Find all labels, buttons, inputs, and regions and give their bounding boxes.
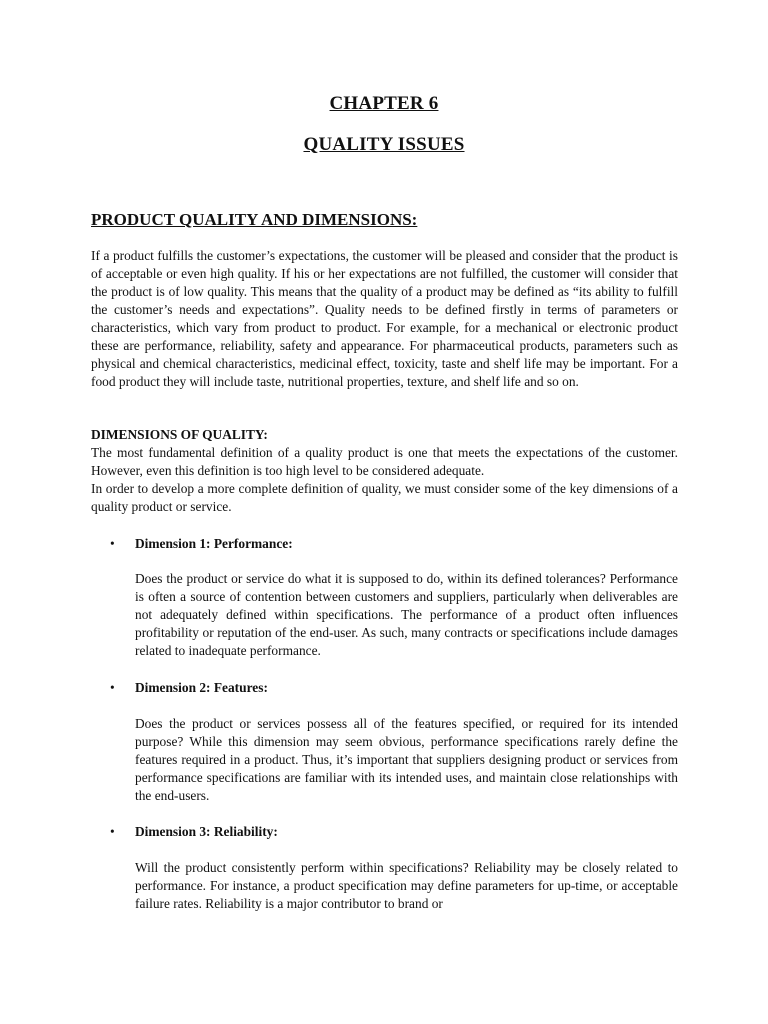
dimensions-heading: DIMENSIONS OF QUALITY: [91, 427, 268, 442]
bullet-icon: • [110, 680, 115, 695]
dimension-text: Will the product consistently perform within specifications? Reliability may be closely related to performance. For instance, a product specification may define parameters for up-time, or acceptable failure rates. Reliability is a major contributor to brand or [135, 860, 678, 911]
dimension-text: Does the product or service do what it is supposed to do, within its defined tolerances? Performance is often a source of contention between customers and suppliers, particularly when deliverables are not adequately defined within specifications. The performance of a product often influences profitability or reputation of the end-user. As such, many contracts or specifications include damages related to inadequate performance. [135, 571, 678, 658]
dimension-title: Dimension 3: Reliability: [135, 824, 278, 839]
chapter-subtitle: QUALITY ISSUES [303, 134, 465, 155]
bullet-icon: • [110, 824, 115, 839]
intro-paragraph: If a product fulfills the customer’s expectations, the customer will be pleased and consider that the product is of acceptable or even high quality. If his or her expectations are not fulfilled, the customer will consider that the product is of low quality. This means that the quality of a product may be defined as “its ability to fulfill the customer’s needs and expectations”. Quality needs to be defined firstly in terms of parameters or characteristics, which vary from product to product. For example, for a mechanical or electronic product these are performance, reliability, safety and appearance. For pharmaceutical products, parameters such as physical and chemical characteristics, medicinal effect, toxicity, taste and shelf life may be important. For a food product they will include taste, nutritional properties, texture, and shelf life and so on. [91, 248, 678, 389]
chapter-title: CHAPTER 6 [329, 93, 439, 114]
dimension-title: Dimension 1: Performance: [135, 536, 293, 551]
dimensions-paragraph-2: In order to develop a more complete definition of quality, we must consider some of the key dimensions of a quality product or service. [91, 481, 678, 514]
section-heading: PRODUCT QUALITY AND DIMENSIONS: [91, 210, 418, 229]
dimension-title: Dimension 2: Features: [135, 680, 268, 695]
bullet-icon: • [110, 536, 115, 551]
dimensions-paragraph-1: The most fundamental definition of a quality product is one that meets the expectations of the customer. However, even this definition is too high level to be considered adequate. [91, 445, 678, 478]
dimension-text: Does the product or services possess all of the features specified, or required for its intended purpose? While this dimension may seem obvious, performance specifications rarely define the features required in a product. Thus, it’s important that suppliers designing product or services from performance specifications are familiar with its intended uses, and maintain close relationships with the end-users. [135, 716, 678, 803]
